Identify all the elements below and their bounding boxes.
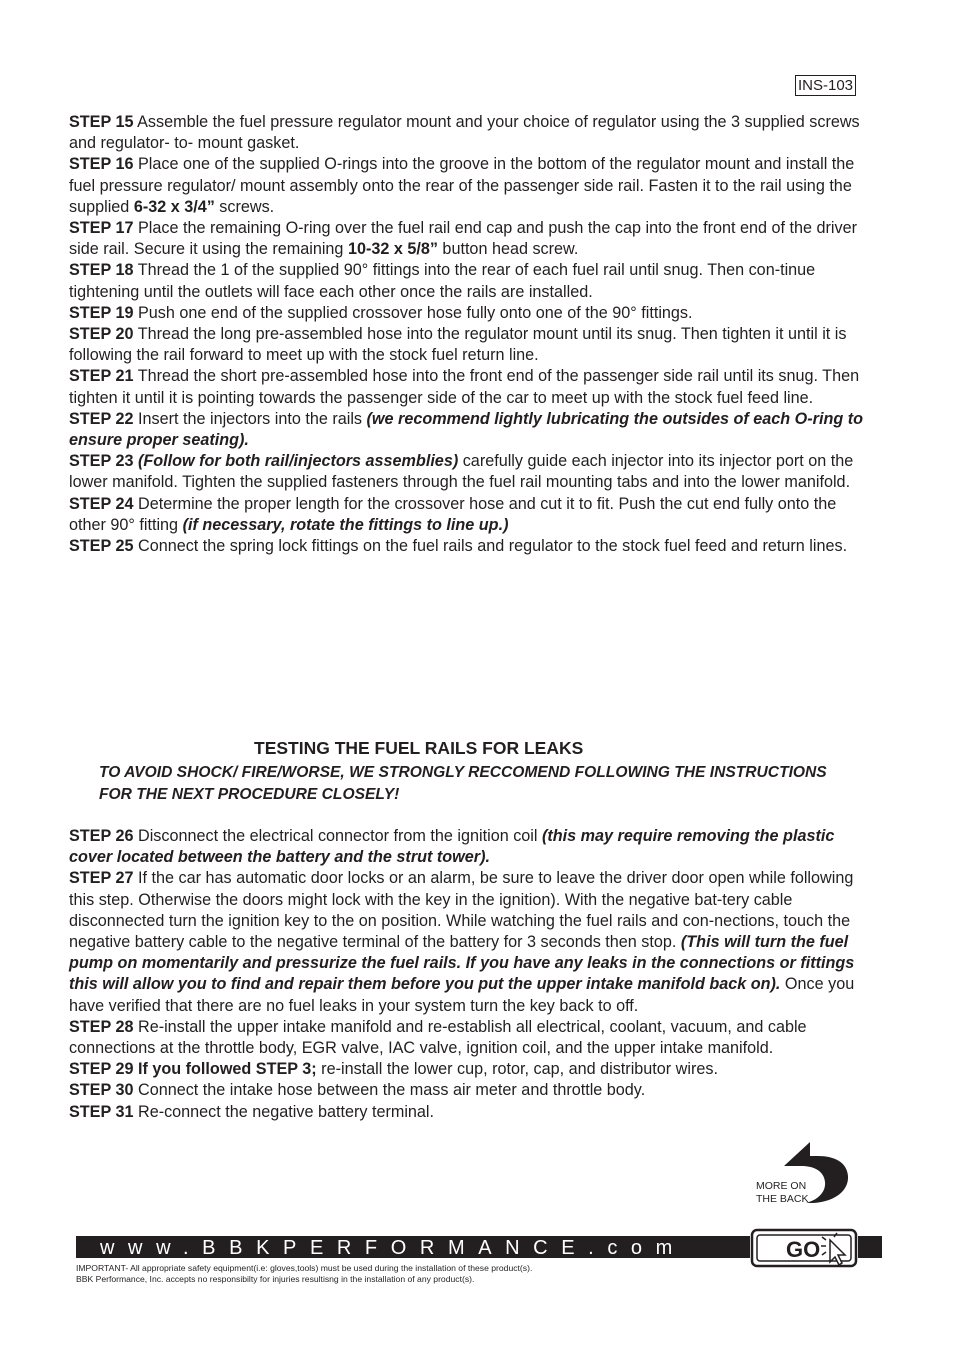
step-label: STEP 28 xyxy=(69,1017,134,1036)
website-url[interactable]: www.BBKPERFORMANCE.com xyxy=(100,1237,686,1259)
step-label: STEP 18 xyxy=(69,261,134,280)
step-label: STEP 19 xyxy=(69,303,134,322)
step-text: Connect the intake hose between the mass air meter and throttle body. xyxy=(133,1081,646,1100)
step-text: Place one of the supplied O-rings into the groove in the bottom of the regulator mount and install the fuel pressure regulator/ mount assembly onto the rear of the passenger side rail. Fasten it to the rail using the supplied xyxy=(69,155,855,216)
step-text-after: button head screw. xyxy=(437,240,579,259)
disclaimer-line: BBK Performance, Inc. accepts no responsibilty for injuries resultisng in the installation of any product(s). xyxy=(76,1274,475,1284)
go-button-graphic xyxy=(750,1228,858,1268)
step-emphasis: (This will turn the fuel pump on momentarily and pressurize the fuel rails. If you have any leaks in the connections or fittings this will allow you to find and repair them before you put the upper intake manifold back on). xyxy=(69,933,855,994)
step-bold-text: If you followed STEP 3; xyxy=(133,1060,317,1079)
step-text: Assemble the fuel pressure regulator mount and your choice of regulator using the 3 supplied screws and regulator- to- mount gasket. xyxy=(69,113,860,153)
go-button[interactable] xyxy=(750,1228,858,1268)
step-emphasis: (if necessary, rotate the fittings to line up.) xyxy=(182,515,509,534)
step-text: Disconnect the electrical connector from the ignition coil xyxy=(133,827,542,845)
step-bold-text: 10-32 x 5/8” xyxy=(347,240,438,259)
step-15 xyxy=(69,112,877,154)
step-text: Re-install the upper intake manifold and re-establish all electrical, coolant, vacuum, and cable connections at the throttle body, EGR valve, IAC valve, ignition coil, and the upper intake manifold. xyxy=(69,1017,807,1058)
step-label: STEP 20 xyxy=(69,325,134,344)
step-emphasis: (we recommend lightly lubricating the outsides of each O-ring to ensure proper seating). xyxy=(69,409,864,450)
step-label: STEP 27 xyxy=(69,869,134,888)
step-emphasis: (this may require removing the plastic cover located between the battery and the strut tower). xyxy=(69,827,835,867)
disclaimer-line: IMPORTANT- All appropriate safety equipment(i.e: gloves,tools) must be used during the installation of these product(s). xyxy=(76,1263,533,1273)
step-27 xyxy=(69,868,877,1016)
step-26 xyxy=(69,826,877,868)
step-29 xyxy=(69,1059,877,1080)
step-20 xyxy=(69,324,877,366)
step-31 xyxy=(69,1102,877,1123)
steps-part-1 xyxy=(69,112,877,557)
step-text-after: screws. xyxy=(214,197,275,216)
step-emphasis: (Follow for both rail/injectors assemblies) xyxy=(133,452,459,471)
step-text-after: re-install the lower cup, rotor, cap, and distributor wires. xyxy=(316,1060,718,1079)
step-label: STEP 31 xyxy=(69,1102,134,1121)
go-label: GO xyxy=(786,1237,821,1262)
step-text: Insert the injectors into the rails xyxy=(133,409,367,428)
step-label: STEP 24 xyxy=(69,494,134,513)
step-23 xyxy=(69,451,877,493)
document-id: INS-103 xyxy=(795,75,856,96)
step-label: STEP 25 xyxy=(69,537,134,556)
step-label: STEP 23 xyxy=(69,452,134,471)
step-label: STEP 16 xyxy=(69,155,134,174)
step-text: Place the remaining O-ring over the fuel rail end cap and push the cap into the front end of the driver side rail. Secure it using the remaining xyxy=(69,219,857,259)
step-24 xyxy=(69,494,877,536)
step-label: STEP 21 xyxy=(69,367,134,386)
step-17 xyxy=(69,218,877,260)
step-30 xyxy=(69,1080,877,1101)
step-16 xyxy=(69,154,877,218)
step-text-after: Once you have verified that there are no fuel leaks in your system turn the key back to off. xyxy=(69,975,855,1015)
step-bold-text: 6-32 x 3/4” xyxy=(133,197,215,216)
step-label: STEP 29 xyxy=(69,1060,134,1079)
step-text: carefully guide each injector into its injector port on the lower manifold. Tighten the supplied fasteners through the fuel rail mounting tabs and into the lower manifold. xyxy=(69,452,854,492)
step-label: STEP 15 xyxy=(69,113,134,131)
step-label: STEP 26 xyxy=(69,827,134,845)
step-text: Thread the long pre-assembled hose into the regulator mount until its snug. Then tighten it until it is following the rail forward to meet up with the stock fuel return line. xyxy=(69,325,847,365)
step-label: STEP 17 xyxy=(69,219,134,238)
more-on-back-label: MORE ON THE BACK xyxy=(756,1180,809,1205)
step-text: Connect the spring lock fittings on the fuel rails and regulator to the stock fuel feed and return lines. xyxy=(133,537,848,556)
step-text: Thread the 1 of the supplied 90° fittings into the rear of each fuel rail until snug. Then con-tinue tightening until the outlets will face each other once the rails are installed. xyxy=(69,261,816,301)
section-title: TESTING THE FUEL RAILS FOR LEAKS xyxy=(254,738,584,758)
step-22 xyxy=(69,409,877,451)
steps-part-2 xyxy=(69,826,877,1123)
step-25 xyxy=(69,536,877,557)
step-label: STEP 22 xyxy=(69,409,134,428)
step-18 xyxy=(69,260,877,302)
step-text: Determine the proper length for the crossover hose and cut it to fit. Push the cut end fully onto the other 90° fitting xyxy=(69,494,837,534)
step-21 xyxy=(69,366,877,408)
more-on-back-link[interactable] xyxy=(752,1140,862,1210)
safety-warning: TO AVOID SHOCK/ FIRE/WORSE, WE STRONGLY RECCOMEND FOLLOWING THE INSTRUCTIONS FOR THE NEXT PROCEDURE CLOSELY! xyxy=(99,764,827,803)
step-text: Re-connect the negative battery terminal. xyxy=(133,1102,435,1121)
step-text: If the car has automatic door locks or an alarm, be sure to leave the driver door open while following this step. Otherwise the doors might lock with the key in the ignition). With the negative bat-tery cable disconnected turn the ignition key to the on position. While watching the fuel rails and con-nections, touch the negative battery cable to the negative terminal of the battery for 3 seconds then stop. xyxy=(69,869,854,952)
step-text: Push one end of the supplied crossover hose fully onto one of the 90° fittings. xyxy=(133,303,693,322)
disclaimer xyxy=(76,1263,532,1285)
step-text: Thread the short pre-assembled hose into the front end of the passenger side rail until its snug. Then tighten it until it is pointing towards the passenger side of the car to meet up with the stock fuel feed line. xyxy=(69,367,860,407)
step-19 xyxy=(69,303,877,324)
step-label: STEP 30 xyxy=(69,1081,134,1100)
step-28 xyxy=(69,1017,877,1059)
